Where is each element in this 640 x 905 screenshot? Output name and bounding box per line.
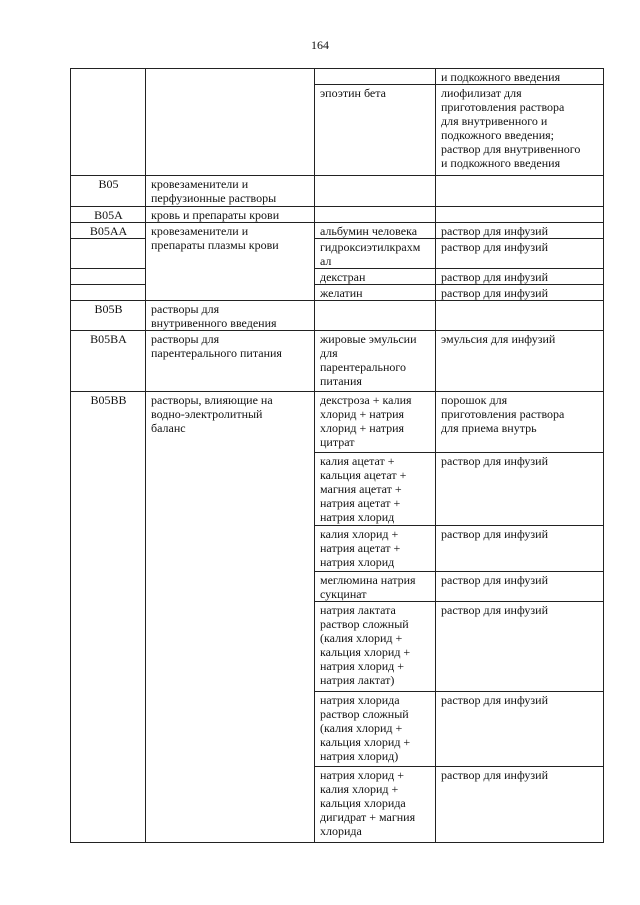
table-row [71,69,604,85]
drug-cell [315,301,436,331]
dosage-form-cell: раствор для инфузий [436,453,604,526]
drug-cell: натрия лактата раствор сложный (калия хлорид + кальция хлорид + натрия хлорид + натрия лактат) [315,602,436,692]
drug-cell: калия хлорид + натрия ацетат + натрия хлорид [315,526,436,572]
drug-cell: меглюмина натрия сукцинат [315,572,436,602]
dosage-form-cell: раствор для инфузий [436,572,604,602]
dosage-form-cell [436,207,604,223]
group-cell [146,69,315,176]
dosage-form-cell: раствор для инфузий [436,692,604,767]
drug-cell: декстроза + калия хлорид + натрия хлорид + натрия цитрат [315,392,436,453]
table-row [71,331,604,392]
dosage-form-cell: и подкожного введения [436,69,604,85]
group-cell: растворы для парентерального питания [146,331,315,392]
drug-cell: эпоэтин бета [315,85,436,176]
atc-code-cell: B05A [71,207,146,223]
dosage-form-cell: раствор для инфузий [436,223,604,239]
atc-code-cell [71,269,146,285]
dosage-form-cell: эмульсия для инфузий [436,331,604,392]
atc-code-cell: B05AA [71,223,146,239]
atc-code-cell [71,239,146,269]
table-row [71,176,604,207]
drug-cell [315,69,436,85]
dosage-form-cell: порошок для приготовления раствора для приема внутрь [436,392,604,453]
drug-cell: натрия хлорид + калия хлорид + кальция хлорида дигидрат + магния хлорида [315,767,436,843]
drug-cell [315,207,436,223]
table-row [71,223,604,239]
page-number: 164 [311,38,329,52]
dosage-form-cell: раствор для инфузий [436,269,604,285]
drug-cell: жировые эмульсии для парентерального питания [315,331,436,392]
dosage-form-cell: раствор для инфузий [436,526,604,572]
dosage-form-cell [436,176,604,207]
group-cell: растворы для внутривенного введения [146,301,315,331]
drug-cell: альбумин человека [315,223,436,239]
drug-table [70,68,604,843]
drug-cell: калия ацетат + кальция ацетат + магния ацетат + натрия ацетат + натрия хлорид [315,453,436,526]
drug-cell: натрия хлорида раствор сложный (калия хлорид + кальция хлорид + натрия хлорид) [315,692,436,767]
table-row [71,207,604,223]
table-row [71,392,604,453]
atc-code-cell: B05 [71,176,146,207]
atc-code-cell [71,69,146,176]
dosage-form-cell: раствор для инфузий [436,239,604,269]
group-cell: кровь и препараты крови [146,207,315,223]
group-cell: растворы, влияющие на водно-электролитный баланс [146,392,315,843]
dosage-form-cell: раствор для инфузий [436,602,604,692]
table-row [71,301,604,331]
atc-code-cell [71,285,146,301]
group-cell: кровезаменители и препараты плазмы крови [146,223,315,301]
dosage-form-cell: раствор для инфузий [436,767,604,843]
atc-code-cell: B05BA [71,331,146,392]
group-cell: кровезаменители и перфузионные растворы [146,176,315,207]
dosage-form-cell [436,301,604,331]
drug-cell [315,176,436,207]
atc-code-cell: B05BB [71,392,146,843]
drug-cell: желатин [315,285,436,301]
dosage-form-cell: лиофилизат для приготовления раствора для внутривенного и подкожного введения; раствор для внутривенного и подкожного введения [436,85,604,176]
dosage-form-cell: раствор для инфузий [436,285,604,301]
drug-cell: гидроксиэтилкрахм ал [315,239,436,269]
drug-cell: декстран [315,269,436,285]
atc-code-cell: B05B [71,301,146,331]
